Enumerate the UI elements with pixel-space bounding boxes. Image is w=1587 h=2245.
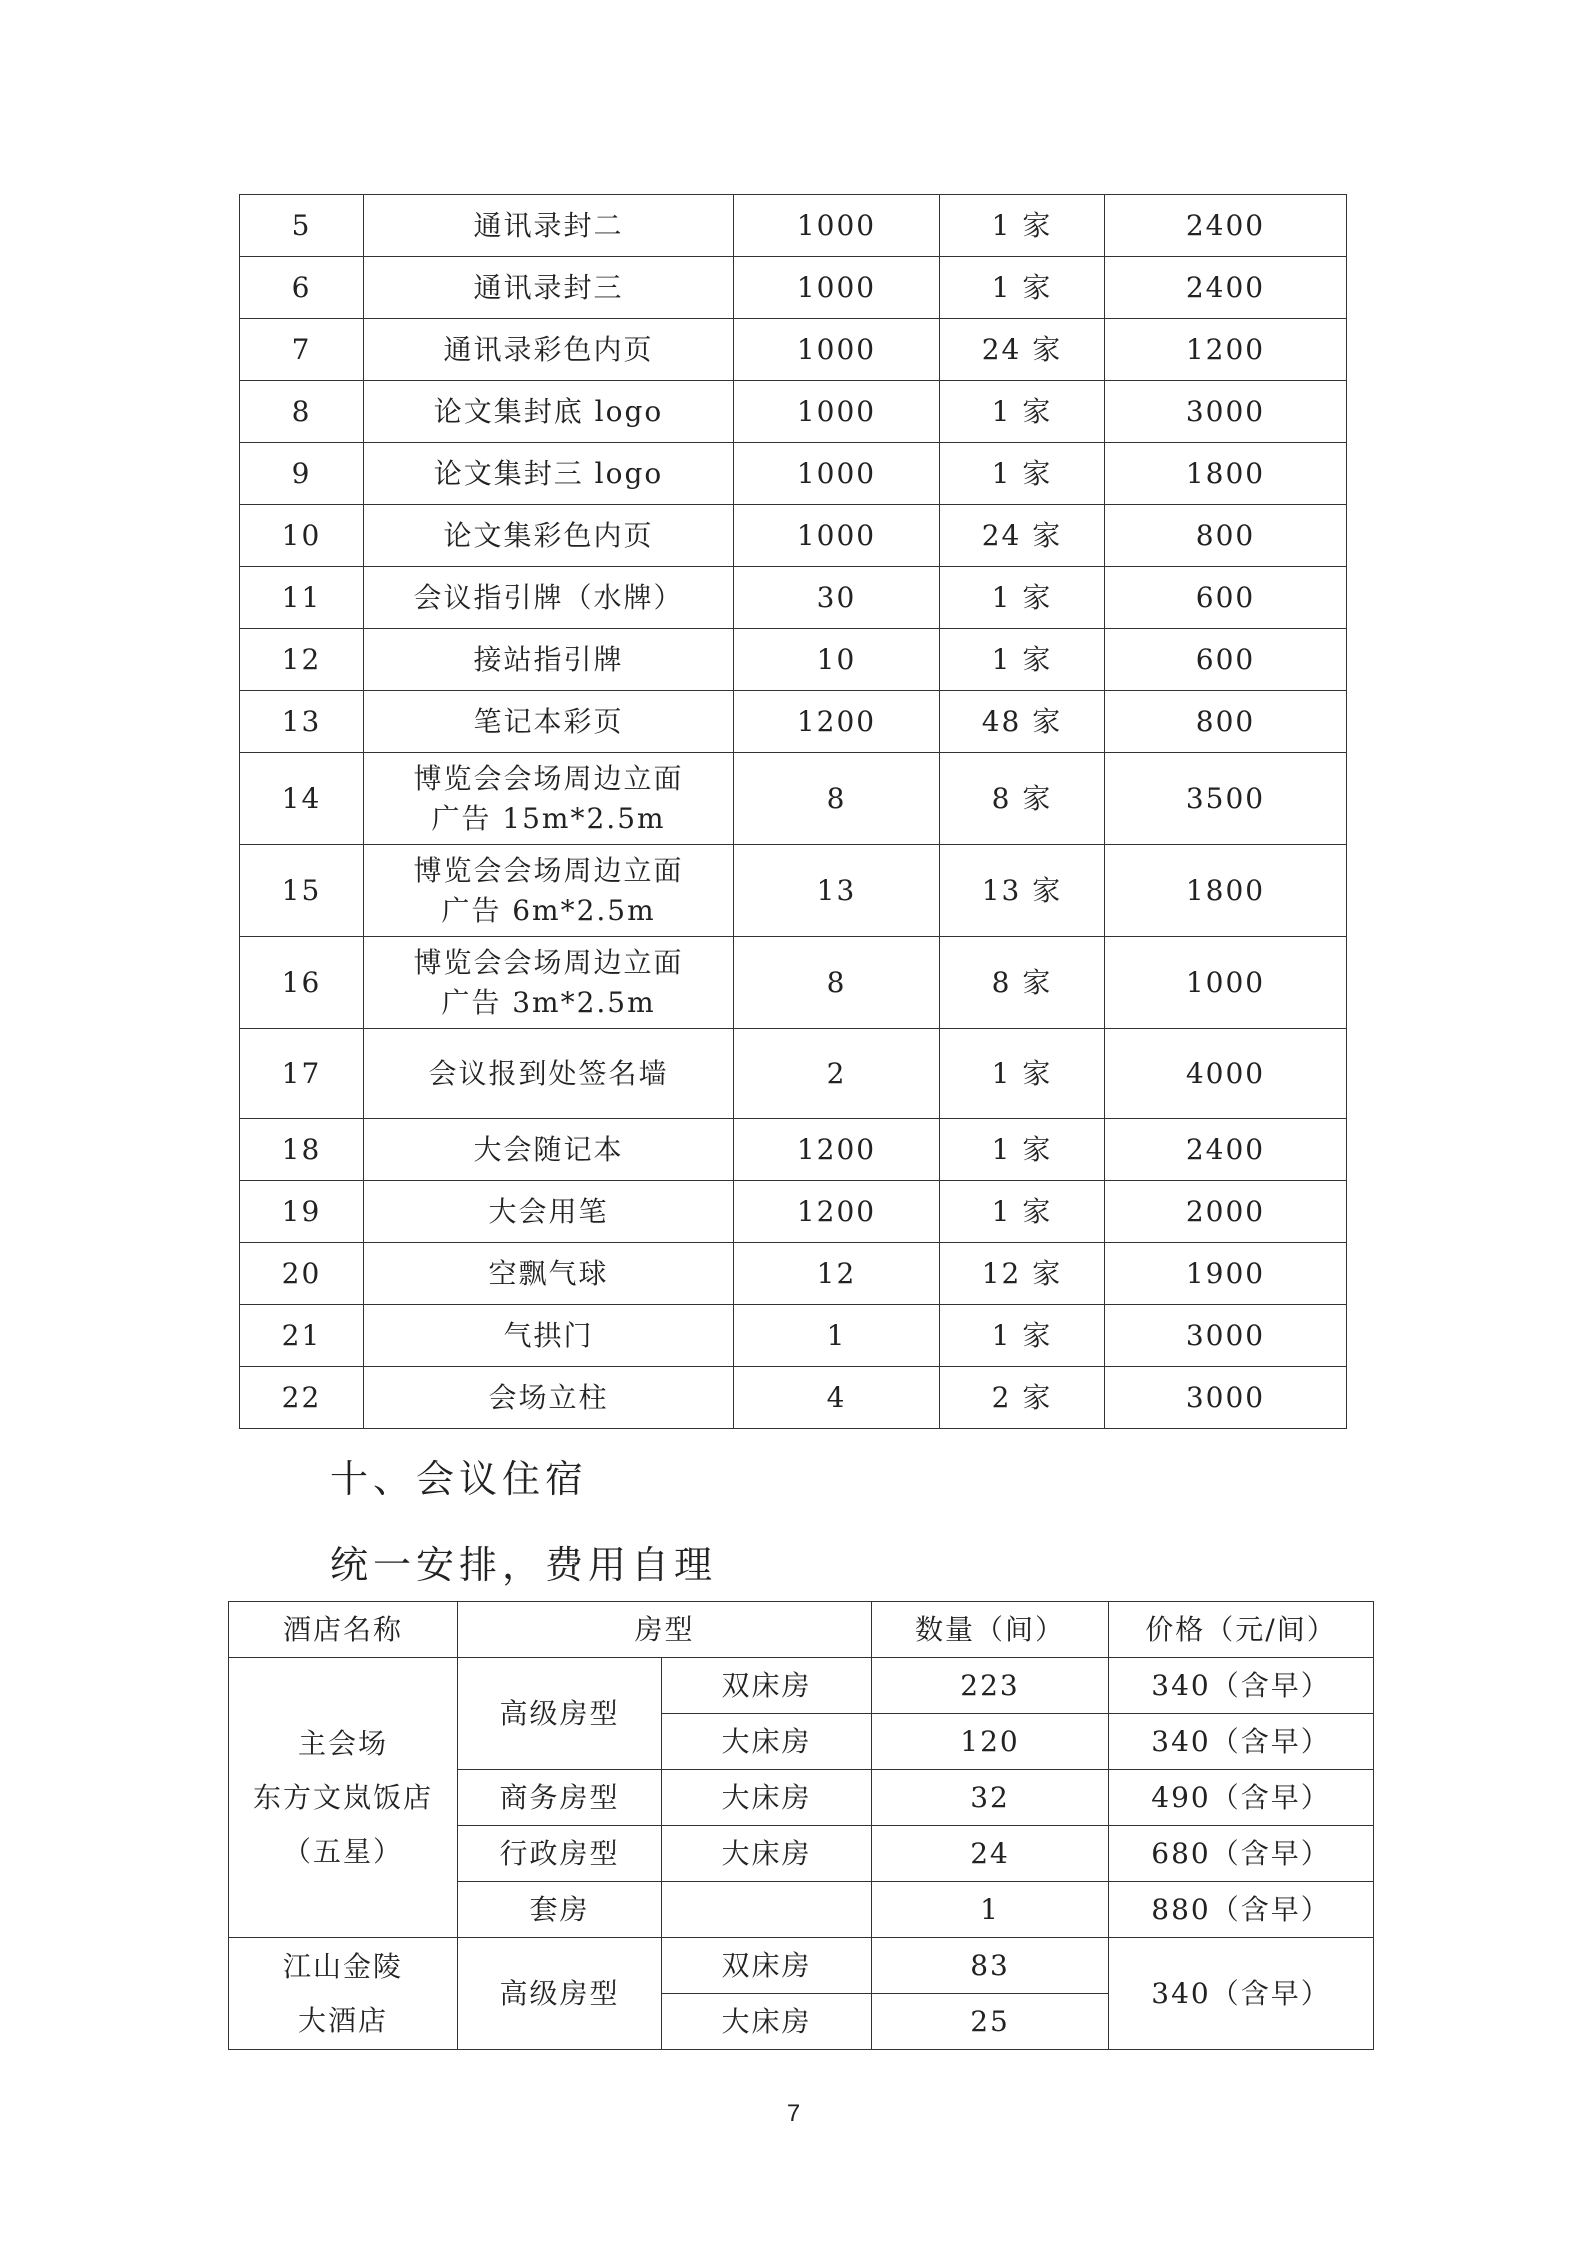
room-category: 高级房型 — [458, 1658, 662, 1770]
hotel-name-line: （五星） — [282, 1834, 403, 1868]
row-number: 21 — [240, 1305, 364, 1367]
sponsor-count: 13 家 — [940, 845, 1105, 937]
item-name: 气拱门 — [364, 1305, 734, 1367]
item-name-line: 广告 15m*2.5m — [431, 801, 666, 835]
item-name — [364, 753, 734, 845]
header-count: 数量（间） — [872, 1602, 1109, 1658]
quantity: 12 — [734, 1243, 940, 1305]
sponsor-count: 8 家 — [940, 753, 1105, 845]
room-count: 25 — [872, 1994, 1109, 2050]
room-price: 340（含早） — [1109, 1938, 1374, 2050]
item-name: 论文集封底 logo — [364, 381, 734, 443]
sponsor-count: 24 家 — [940, 319, 1105, 381]
item-name: 会议指引牌（水牌） — [364, 567, 734, 629]
table-row — [240, 937, 1347, 1029]
price: 600 — [1105, 629, 1347, 691]
price: 2400 — [1105, 195, 1347, 257]
row-number: 7 — [240, 319, 364, 381]
section-description: 统一安排，费用自理 — [330, 1543, 718, 1587]
header-price: 价格（元/间） — [1109, 1602, 1374, 1658]
quantity: 1000 — [734, 195, 940, 257]
row-number: 13 — [240, 691, 364, 753]
item-name: 通讯录封三 — [364, 257, 734, 319]
bed-type: 双床房 — [662, 1938, 872, 1994]
header-room-type: 房型 — [458, 1602, 872, 1658]
room-count: 120 — [872, 1714, 1109, 1770]
quantity: 1200 — [734, 1119, 940, 1181]
table-row — [240, 845, 1347, 937]
quantity: 8 — [734, 937, 940, 1029]
room-count: 83 — [872, 1938, 1109, 1994]
row-number: 6 — [240, 257, 364, 319]
sponsor-count: 1 家 — [940, 443, 1105, 505]
section-heading: 十、会议住宿 — [330, 1457, 589, 1501]
row-number: 12 — [240, 629, 364, 691]
item-name: 会议报到处签名墙 — [364, 1029, 734, 1119]
price: 1200 — [1105, 319, 1347, 381]
room-price: 680（含早） — [1109, 1826, 1374, 1882]
bed-type: 双床房 — [662, 1658, 872, 1714]
quantity: 1200 — [734, 1181, 940, 1243]
sponsorship-table-body — [240, 195, 1347, 1429]
item-name: 通讯录封二 — [364, 195, 734, 257]
quantity: 4 — [734, 1367, 940, 1429]
bed-type-empty — [662, 1882, 872, 1938]
header-hotel-name: 酒店名称 — [229, 1602, 458, 1658]
hotel-row — [229, 1658, 1374, 1714]
hotel-name-cell — [229, 1938, 458, 2050]
row-number: 18 — [240, 1119, 364, 1181]
table-row — [240, 629, 1347, 691]
room-price: 340（含早） — [1109, 1714, 1374, 1770]
table-row — [240, 753, 1347, 845]
room-count: 223 — [872, 1658, 1109, 1714]
bed-type: 大床房 — [662, 1770, 872, 1826]
price: 1900 — [1105, 1243, 1347, 1305]
hotel-name-line: 主会场 — [297, 1726, 388, 1760]
price: 3000 — [1105, 1305, 1347, 1367]
item-name: 接站指引牌 — [364, 629, 734, 691]
price: 800 — [1105, 691, 1347, 753]
item-name-line: 广告 3m*2.5m — [441, 985, 656, 1019]
quantity: 1000 — [734, 505, 940, 567]
item-name: 会场立柱 — [364, 1367, 734, 1429]
price: 2000 — [1105, 1181, 1347, 1243]
table-row — [240, 381, 1347, 443]
quantity: 10 — [734, 629, 940, 691]
table-row — [240, 443, 1347, 505]
item-name: 论文集封三 logo — [364, 443, 734, 505]
price: 1800 — [1105, 845, 1347, 937]
item-name: 通讯录彩色内页 — [364, 319, 734, 381]
sponsor-count: 48 家 — [940, 691, 1105, 753]
row-number: 8 — [240, 381, 364, 443]
item-name: 论文集彩色内页 — [364, 505, 734, 567]
sponsor-count: 1 家 — [940, 1029, 1105, 1119]
sponsor-count: 1 家 — [940, 1305, 1105, 1367]
item-name-line: 广告 6m*2.5m — [441, 893, 656, 927]
item-name: 大会随记本 — [364, 1119, 734, 1181]
table-row — [240, 1119, 1347, 1181]
table-row — [240, 1243, 1347, 1305]
hotel-name-cell — [229, 1658, 458, 1938]
quantity: 1200 — [734, 691, 940, 753]
table-row — [240, 567, 1347, 629]
room-category: 高级房型 — [458, 1938, 662, 2050]
sponsor-count: 1 家 — [940, 1181, 1105, 1243]
item-name-line: 博览会会场周边立面 — [413, 945, 684, 979]
table-row — [240, 691, 1347, 753]
row-number: 20 — [240, 1243, 364, 1305]
row-number: 17 — [240, 1029, 364, 1119]
quantity: 30 — [734, 567, 940, 629]
price: 600 — [1105, 567, 1347, 629]
hotel-name-line: 大酒店 — [297, 2003, 388, 2037]
row-number: 16 — [240, 937, 364, 1029]
room-count: 1 — [872, 1882, 1109, 1938]
table-row — [240, 319, 1347, 381]
price: 800 — [1105, 505, 1347, 567]
row-number: 22 — [240, 1367, 364, 1429]
table-row — [240, 505, 1347, 567]
quantity: 8 — [734, 753, 940, 845]
item-name-line: 博览会会场周边立面 — [413, 761, 684, 795]
room-count: 24 — [872, 1826, 1109, 1882]
sponsor-count: 12 家 — [940, 1243, 1105, 1305]
hotel-name-line: 江山金陵 — [282, 1949, 403, 1983]
row-number: 9 — [240, 443, 364, 505]
table-row — [240, 1305, 1347, 1367]
row-number: 5 — [240, 195, 364, 257]
quantity: 1000 — [734, 443, 940, 505]
room-count: 32 — [872, 1770, 1109, 1826]
quantity: 2 — [734, 1029, 940, 1119]
room-category: 套房 — [458, 1882, 662, 1938]
price: 3000 — [1105, 381, 1347, 443]
sponsor-count: 1 家 — [940, 195, 1105, 257]
quantity: 1 — [734, 1305, 940, 1367]
room-category: 商务房型 — [458, 1770, 662, 1826]
table-row — [240, 1181, 1347, 1243]
row-number: 14 — [240, 753, 364, 845]
hotel-name-line: 东方文岚饭店 — [252, 1780, 433, 1814]
sponsor-count: 1 家 — [940, 381, 1105, 443]
room-price: 490（含早） — [1109, 1770, 1374, 1826]
hotel-row — [229, 1938, 1374, 1994]
bed-type: 大床房 — [662, 1994, 872, 2050]
sponsor-count: 24 家 — [940, 505, 1105, 567]
quantity: 1000 — [734, 257, 940, 319]
sponsor-count: 1 家 — [940, 629, 1105, 691]
price: 2400 — [1105, 1119, 1347, 1181]
page-number: 7 — [786, 2100, 801, 2127]
price: 2400 — [1105, 257, 1347, 319]
item-name — [364, 845, 734, 937]
item-name-line: 博览会会场周边立面 — [413, 853, 684, 887]
row-number: 19 — [240, 1181, 364, 1243]
table-row — [240, 1029, 1347, 1119]
price: 3500 — [1105, 753, 1347, 845]
price: 3000 — [1105, 1367, 1347, 1429]
row-number: 11 — [240, 567, 364, 629]
item-name: 笔记本彩页 — [364, 691, 734, 753]
quantity: 1000 — [734, 319, 940, 381]
sponsor-count: 1 家 — [940, 567, 1105, 629]
sponsor-count: 8 家 — [940, 937, 1105, 1029]
room-price: 340（含早） — [1109, 1658, 1374, 1714]
table-row — [240, 195, 1347, 257]
sponsor-count: 1 家 — [940, 1119, 1105, 1181]
row-number: 15 — [240, 845, 364, 937]
sponsor-count: 1 家 — [940, 257, 1105, 319]
room-price: 880（含早） — [1109, 1882, 1374, 1938]
hotel-table — [228, 1601, 1374, 2050]
quantity: 1000 — [734, 381, 940, 443]
table-row — [240, 1367, 1347, 1429]
bed-type: 大床房 — [662, 1826, 872, 1882]
room-category: 行政房型 — [458, 1826, 662, 1882]
item-name: 空飘气球 — [364, 1243, 734, 1305]
hotel-table-header-row — [229, 1602, 1374, 1658]
price: 1800 — [1105, 443, 1347, 505]
bed-type: 大床房 — [662, 1714, 872, 1770]
price: 4000 — [1105, 1029, 1347, 1119]
item-name — [364, 937, 734, 1029]
item-name: 大会用笔 — [364, 1181, 734, 1243]
row-number: 10 — [240, 505, 364, 567]
table-row — [240, 257, 1347, 319]
quantity: 13 — [734, 845, 940, 937]
sponsorship-table — [239, 194, 1347, 1429]
sponsor-count: 2 家 — [940, 1367, 1105, 1429]
price: 1000 — [1105, 937, 1347, 1029]
